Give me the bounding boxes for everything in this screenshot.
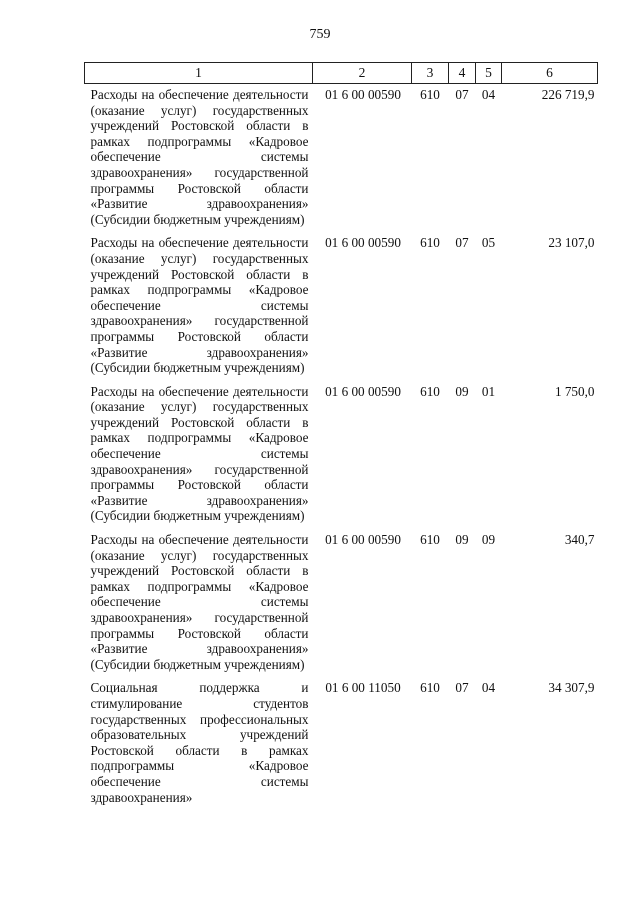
row-section: 07 — [455, 87, 469, 102]
row-amount: 1 750,0 — [554, 383, 595, 399]
row-description: Расходы на обеспечение деятельности (оказание услуг) государственных учреждений Ростовской области в рамках подпрограммы «Кадровое обеспечение системы здравоохранения» государственной программы Ростовской области «Развитие здравоохранения» (Субсидии бюджетным учреждениям) — [90, 87, 309, 227]
column-header-2: 2 — [313, 63, 412, 84]
row-subsection: 05 — [481, 235, 496, 251]
column-header-1: 1 — [85, 63, 313, 84]
row-expense-type: 610 — [420, 532, 440, 548]
row-amount: 23 107,0 — [548, 235, 595, 251]
row-subsection: 01 — [481, 383, 496, 399]
row-section: 07 — [455, 680, 469, 696]
table-header-row — [85, 63, 598, 84]
row-expense-type: 610 — [420, 680, 440, 696]
column-header-4: 4 — [449, 63, 476, 84]
row-amount: 226 719,9 — [541, 87, 595, 102]
row-description: Расходы на обеспечение деятельности (оказание услуг) государственных учреждений Ростовской области в рамках подпрограммы «Кадровое обеспечение системы здравоохранения» государственной программы Ростовской области «Развитие здравоохранения» (Субсидии бюджетным учреждениям) — [90, 383, 309, 524]
row-expense-type: 610 — [420, 383, 440, 399]
row-subsection: 04 — [481, 87, 496, 102]
page-number: 759 — [309, 27, 331, 42]
row-section: 09 — [455, 532, 469, 548]
row-subsection: 09 — [481, 532, 496, 548]
row-description: Расходы на обеспечение деятельности (оказание услуг) государственных учреждений Ростовской области в рамках подпрограммы «Кадровое обеспечение системы здравоохранения» государственной программы Ростовской области «Развитие здравоохранения» (Субсидии бюджетным учреждениям) — [90, 532, 309, 672]
row-target-code: 01 6 00 00590 — [325, 532, 401, 548]
column-header-6: 6 — [502, 63, 598, 84]
table-row — [85, 381, 598, 529]
row-expense-type: 610 — [420, 87, 440, 102]
table-row — [85, 232, 598, 380]
row-target-code: 01 6 00 00590 — [325, 87, 401, 102]
row-target-code: 01 6 00 00590 — [325, 383, 401, 399]
row-section: 09 — [455, 383, 469, 399]
column-header-3: 3 — [412, 63, 449, 84]
row-target-code: 01 6 00 11050 — [325, 680, 401, 696]
row-amount: 34 307,9 — [548, 680, 595, 696]
row-amount: 340,7 — [564, 532, 595, 548]
table-row — [85, 529, 598, 677]
row-section: 07 — [455, 235, 469, 251]
row-description: Социальная поддержка и стимулирование студентов государственных профессиональных образовательных учреждений Ростовской области в рамках подпрограммы «Кадровое обеспечение системы здравоохранения» — [90, 680, 309, 805]
table-row — [85, 84, 598, 233]
row-target-code: 01 6 00 00590 — [325, 235, 401, 251]
column-header-5: 5 — [476, 63, 502, 84]
row-expense-type: 610 — [420, 235, 440, 251]
row-description: Расходы на обеспечение деятельности (оказание услуг) государственных учреждений Ростовской области в рамках подпрограммы «Кадровое обеспечение системы здравоохранения» государственной программы Ростовской области «Развитие здравоохранения» (Субсидии бюджетным учреждениям) — [90, 235, 309, 376]
row-subsection: 04 — [481, 680, 496, 696]
budget-table — [84, 62, 598, 810]
table-row — [85, 677, 598, 810]
